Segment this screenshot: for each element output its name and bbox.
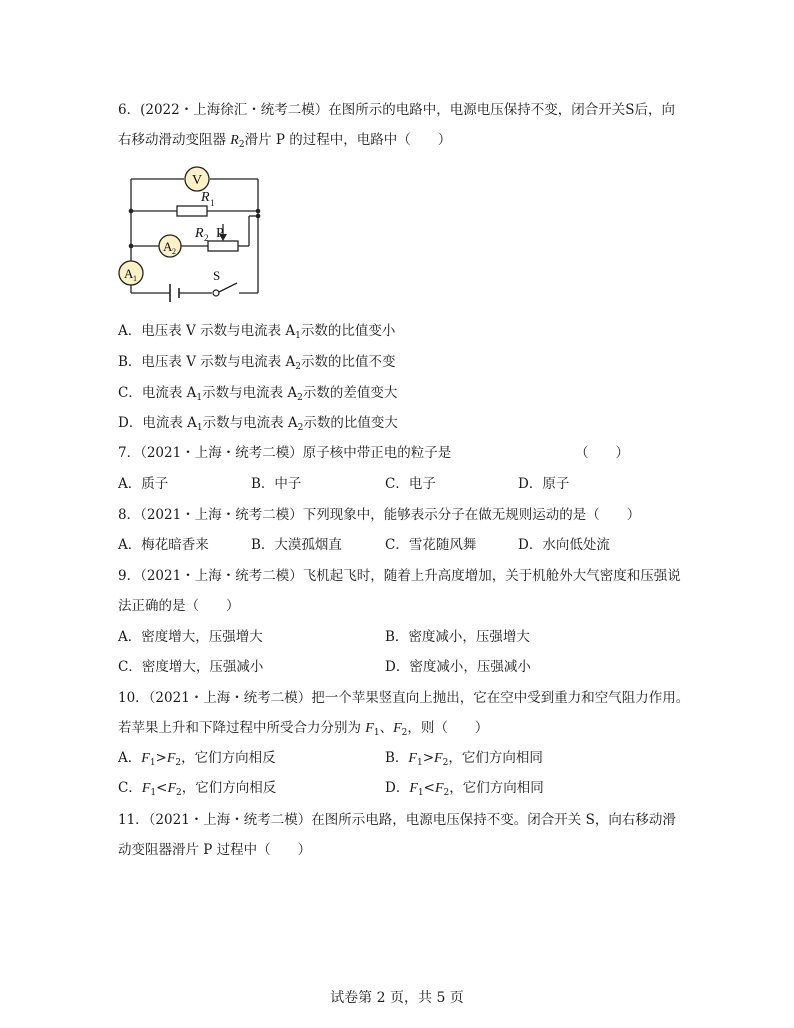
a1-label: A xyxy=(124,266,134,281)
q10-stem-line2: 若苹果上升和下降过程中所受合力分别为 $F_1$、$F_2$，则（ ） xyxy=(118,720,489,738)
q6-stem-line2: 右移动滑动变阻器 $R_2$滑片 P 的过程中，电路中（ ） xyxy=(118,132,452,150)
q9-option-a: A．密度增大，压强增大 xyxy=(118,629,263,645)
q8-option-c: C．雪花随风舞 xyxy=(385,537,477,553)
q6-option-b: B．电压表 V 示数与电流表 $A_2$示数的比值不变 xyxy=(118,354,396,372)
q7-answer-paren: （ ） xyxy=(575,445,629,461)
r1-label-sub: 1 xyxy=(210,198,215,208)
q8-option-a: A．梅花暗香来 xyxy=(118,537,209,553)
q11-stem-line2: 动变阻器滑片 P 过程中（ ） xyxy=(118,842,312,858)
q9-option-d: D．密度减小，压强减小 xyxy=(385,659,531,675)
q10-option-b: B．$F_1>F_2$，它们方向相同 xyxy=(385,750,543,768)
q7-stem: 7．（2021・上海・统考二模）原子核中带正电的粒子是 xyxy=(118,445,452,461)
a1-label-sub: 1 xyxy=(133,274,137,283)
q8-option-d: D．水向低处流 xyxy=(518,537,610,553)
q6-option-d: D．电流表 $A_1$示数与电流表 $A_2$示数的比值变大 xyxy=(118,415,398,433)
q9-stem-line2: 法正确的是（ ） xyxy=(118,598,240,614)
q8-option-b: B．大漠孤烟直 xyxy=(251,537,342,553)
resistor-r2 xyxy=(208,241,238,251)
slider-label: P xyxy=(216,226,224,241)
q7-option-b: B．中子 xyxy=(251,476,302,492)
r2-label-sub: 2 xyxy=(204,233,209,243)
q8-stem: 8．（2021・上海・统考二模）下列现象中，能够表示分子在做无规则运动的是（ ） xyxy=(118,507,641,523)
switch-label: S xyxy=(213,268,221,283)
q9-option-c: C．密度增大，压强减小 xyxy=(118,659,264,675)
q10-option-c: C．$F_1<F_2$，它们方向相反 xyxy=(118,780,277,798)
voltmeter-label: V xyxy=(191,173,203,188)
page-footer: 试卷第 2 页，共 5 页 xyxy=(330,990,464,1006)
q9-option-b: B．密度减小，压强增大 xyxy=(385,629,530,645)
resistor-r1 xyxy=(177,206,207,216)
r1-label: R xyxy=(201,190,210,205)
q9-stem-line1: 9．（2021・上海・统考二模）飞机起飞时，随着上升高度增加，关于机舱外大气密度和压强说 xyxy=(118,568,681,584)
q10-option-d: D．$F_1<F_2$，它们方向相同 xyxy=(385,780,544,798)
q10-option-a: A．$F_1>F_2$，它们方向相反 xyxy=(118,750,276,768)
q11-stem-line1: 11．（2021・上海・统考二模）在图所示电路，电源电压保持不变。闭合开关 S，向右移动滑 xyxy=(118,812,676,828)
a2-label-sub: 2 xyxy=(172,247,176,256)
q7-option-d: D．原子 xyxy=(518,476,570,492)
a2-label: A xyxy=(163,239,173,254)
r2-label: R xyxy=(195,226,204,241)
q7-option-c: C．电子 xyxy=(385,476,436,492)
q6-stem-line1: 6．(2022・上海徐汇・统考二模）在图所示的电路中，电源电压保持不变，闭合开关S后，向 xyxy=(118,102,675,118)
q7-option-a: A．质子 xyxy=(118,476,169,492)
q10-stem-line1: 10．（2021・上海・统考二模）把一个苹果竖直向上抛出，它在空中受到重力和空气阻力作用。 xyxy=(118,690,690,706)
q6-option-c: C．电流表 $A_1$示数与电流表 $A_2$示数的差值变大 xyxy=(118,385,398,403)
circuit-diagram xyxy=(118,160,268,302)
q6-option-a: A．电压表 V 示数与电流表 $A_1$示数的比值变小 xyxy=(118,323,396,341)
